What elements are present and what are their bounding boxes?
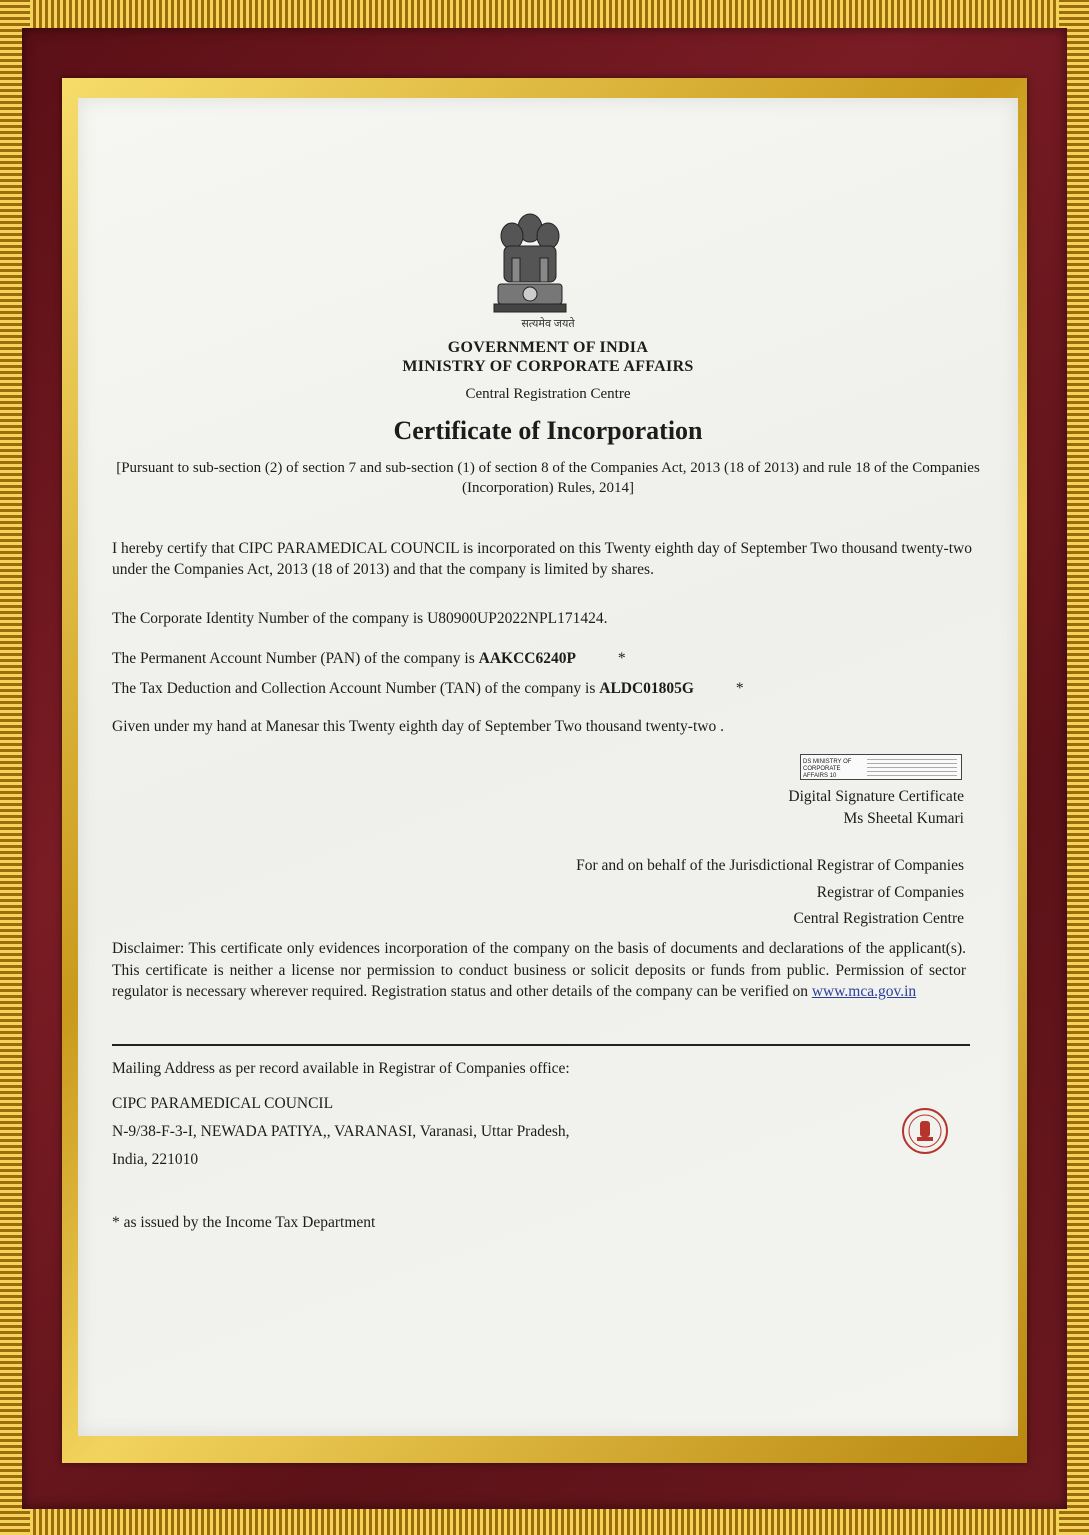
cin-label: The Corporate Identity Number of the company is [112,610,424,627]
government-line: GOVERNMENT OF INDIA [447,339,649,356]
digital-signature-stamp [800,754,962,780]
registrar-line: Registrar of Companies [816,883,964,901]
cin-line [112,608,992,629]
signatory-name: Ms Sheetal Kumari [843,810,964,827]
ministry-line: MINISTRY OF CORPORATE AFFAIRS [402,358,694,375]
registrar-seal-icon [900,1106,950,1156]
certificate-document [78,98,1018,1436]
registration-centre: Central Registration Centre [465,386,631,402]
mca-link[interactable]: www.mca.gov.in [811,983,917,1000]
tan-line [112,678,992,699]
certify-statement: I hereby certify that CIPC PARAMEDICAL COUNCIL is incorporated on this Twenty eighth day of September Two thousand twenty-two under the Companies Act, 2013 (18 of 2013) and that the company is limited by shares. [112,540,972,578]
pan-value: AAKCC6240P [478,650,576,667]
signature-stamp-text: DS MINISTRY OF CORPORATE AFFAIRS 10 [803,759,852,779]
cin-value: U80900UP2022NPL171424. [427,610,608,627]
signatory-block [788,786,964,830]
national-emblem-icon [490,206,570,326]
issuing-authority [78,338,1018,376]
given-statement: Given under my hand at Manesar this Twenty eighth day of September Two thousand twenty-two . [112,718,724,735]
address-line: N-9/38-F-3-I, NEWADA PATIYA,, VARANASI, Varanasi, Uttar Pradesh, [112,1123,570,1140]
country-line: India, 221010 [112,1151,199,1168]
centre-line: Central Registration Centre [793,910,964,927]
behalf-line: For and on behalf of the Jurisdictional Registrar of Companies [576,857,964,874]
footnote: * as issued by the Income Tax Department [112,1214,376,1231]
pan-asterisk: * [617,650,626,667]
dsc-label: Digital Signature Certificate [788,788,964,805]
company-name: CIPC PARAMEDICAL COUNCIL [112,1095,334,1112]
mailing-address [112,1090,812,1174]
signature-detail-lines [867,758,957,776]
tan-label: The Tax Deduction and Collection Account Number (TAN) of the company is [112,680,596,697]
tan-asterisk: * [735,680,744,697]
pan-line [112,648,992,669]
emblem-motto: सत्यमेव जयते [521,318,575,330]
tan-value: ALDC01805G [599,680,694,697]
pan-label: The Permanent Account Number (PAN) of the company is [112,650,475,667]
disclaimer [112,938,966,1003]
disclaimer-text: Disclaimer: This certificate only evidences incorporation of the company on the basis of documents and declarations of the applicant(s). This certificate is neither a license nor permission to conduct business or solicit deposits or funds from public. Permission of sector regulator is necessary wherever required. Registration status and other details of the company can be verified on [112,940,966,1000]
pursuant-clause: [Pursuant to sub-section (2) of section 7 and sub-section (1) of section 8 of the Companies Act, 2013 (18 of 2013) and rule 18 of the Companies (Incorporation) Rules, 2014] [116,460,980,496]
registrar-block [576,853,964,933]
mailing-header: Mailing Address as per record available in Registrar of Companies office: [112,1060,570,1077]
section-divider [112,1044,970,1046]
document-title: Certificate of Incorporation [393,416,703,445]
